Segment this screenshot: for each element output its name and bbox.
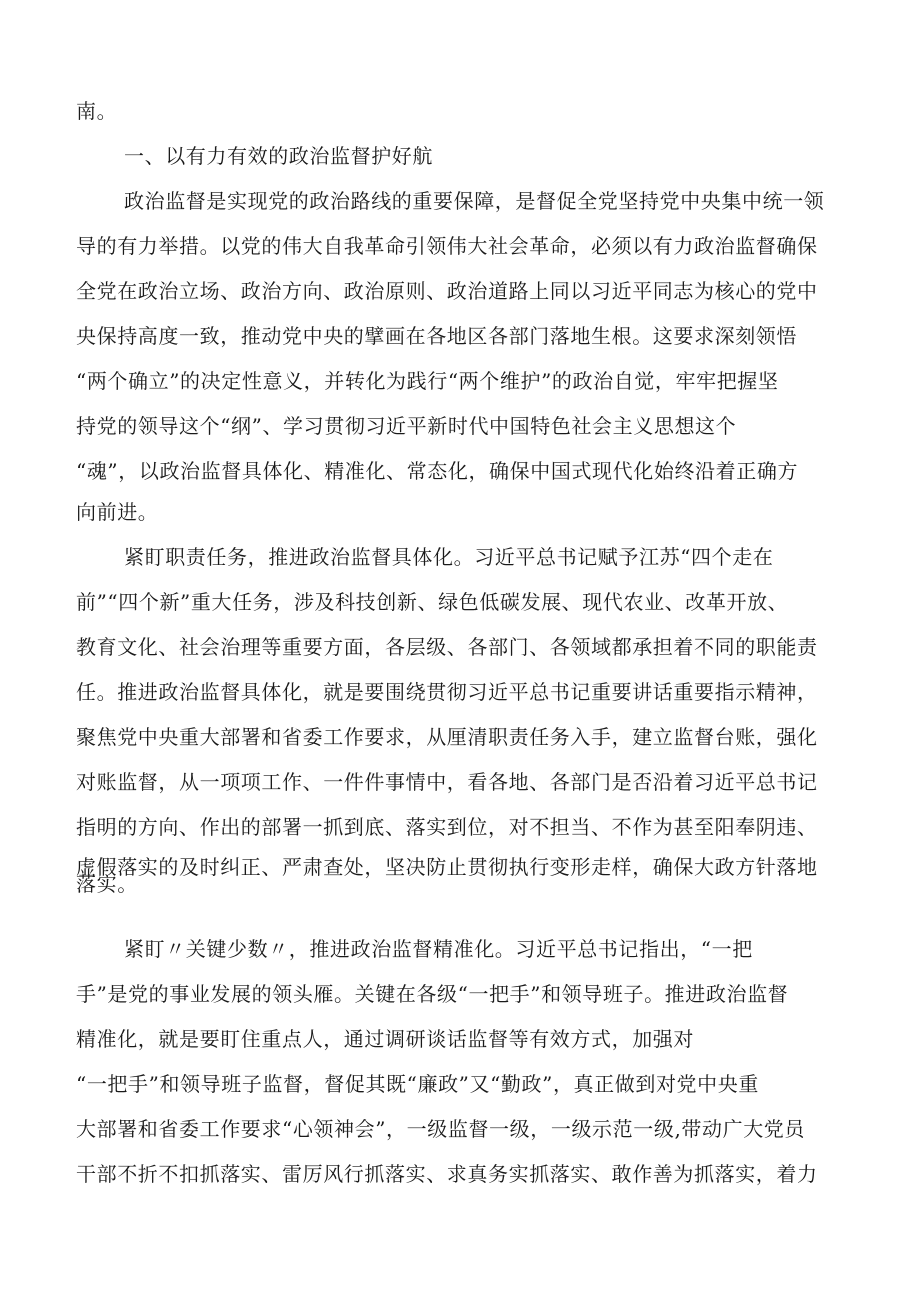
text-line: 任。推进政治监督具体化，就是要围绕贯彻习近平总书记重要讲话重要指示精神， (76, 680, 818, 704)
text-line: 干部不折不扣抓落实、雷厉风行抓落实、求真务实抓落实、敢作善为抓落实，着力 (76, 1162, 818, 1186)
text-line: 对账监督，从一项项工作、一件件事情中，看各地、各部门是否沿着习近平总书记 (76, 770, 818, 794)
text-line: 前”“四个新”重大任务，涉及科技创新、绿色低碳发展、现代农业、改革开放、 (76, 590, 789, 614)
text-line: 手”是党的事业发展的领头雁。关键在各级“一把手”和领导班子。推进政治监督 (76, 982, 789, 1006)
text-line: 紧盯职责任务，推进政治监督具体化。习近平总书记赋予江苏“四个走在 (124, 545, 774, 569)
text-line: 持党的领导这个“纲”、学习贯彻习近平新时代中国特色社会主义思想这个 (76, 414, 737, 438)
text-line: 向前进。 (76, 500, 159, 524)
text-line: 指明的方向、作出的部署一抓到底、落实到位，对不担当、不作为甚至阳奉阴违、 (76, 815, 818, 839)
text-line: 紧盯〃关键少数〃，推进政治监督精准化。习近平总书记指出，“一把 (124, 937, 753, 961)
text-line: “魂”，以政治监督具体化、精准化、常态化，确保中国式现代化始终沿着正确方 (76, 459, 799, 483)
text-line: 教育文化、社会治理等重要方面，各层级、各部门、各领域都承担着不同的职能责 (76, 635, 818, 659)
text-line: 虚假落实的及时纠正、严肃查处，坚决防止贯彻执行变形走样，确保大政方针落地 (76, 855, 818, 879)
text-line: 大部署和省委工作要求“心领神会”，一级监督一级，一级示范一级,带动广大党员 (76, 1117, 806, 1141)
text-line: 政治监督是实现党的政治路线的重要保障，是督促全党坚持党中央集中统一领 (124, 189, 825, 213)
text-line: 央保持高度一致，推动党中央的擘画在各地区各部门落地生根。这要求深刻领悟 (76, 324, 797, 348)
text-line: 聚焦党中央重大部署和省委工作要求，从厘清职责任务入手，建立监督台账，强化 (76, 725, 818, 749)
text-line: 精准化，就是要盯住重点人，通过调研谈话监督等有效方式，加强对 (76, 1027, 694, 1051)
text-line: 全党在政治立场、政治方向、政治原则、政治道路上同以习近平同志为核心的党中 (76, 279, 818, 303)
text-line: 落实。 (76, 872, 138, 896)
text-line: “两个确立”的决定性意义，并转化为践行“两个维护”的政治自觉，牢牢把握坚 (76, 369, 779, 393)
section-heading: 一、以有力有效的政治监督护好航 (124, 144, 433, 168)
text-line: 南。 (76, 99, 118, 123)
text-line: 导的有力举措。以党的伟大自我革命引领伟大社会革命，必须以有力政治监督确保 (76, 234, 818, 258)
text-line: “一把手”和领导班子监督，督促其既“廉政”又“勤政”，真正做到对党中央重 (76, 1072, 759, 1096)
